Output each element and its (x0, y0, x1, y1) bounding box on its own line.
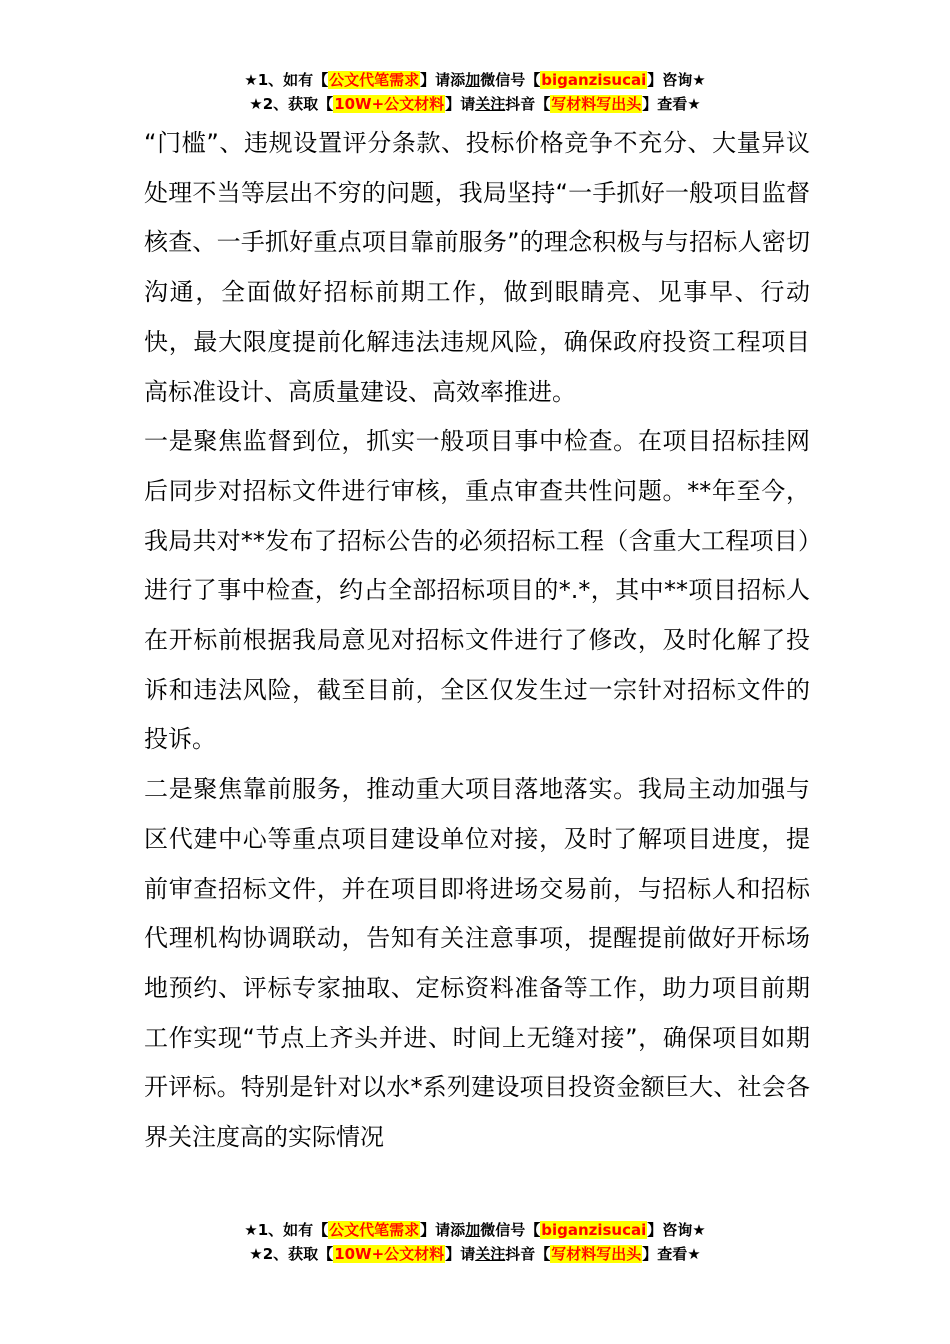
banner-text: 抖音【 (505, 95, 551, 113)
banner-line-1 (0, 1218, 950, 1242)
paragraph-intro: “门槛”、违规设置评分条款、投标价格竞争不充分、大量异议处理不当等层出不穷的问题，我局坚持“一手抓好一般项目监督核查、一手抓好重点项目靠前服务”的理念积极与与招标人密切沟通，全面做好招标前期工作，做到眼睛亮、见事早、行动快，最大限度提前化解违法违规风险，确保政府投资工程项目高标准设计、高质量建设、高效率推进。 (144, 129, 810, 406)
paragraph-supervision: 一是聚焦监督到位，抓实一般项目事中检查。在项目招标挂网后同步对招标文件进行审核，重点审查共性问题。**年至今，我局共对**发布了招标公告的必须招标工程（含重大工程项目）进行了事中检查，约占全部招标项目的*.*，其中**项目招标人在开标前根据我局意见对招标文件进行了修改，及时化解了投诉和违法风险，截至目前，全区仅发生过一宗针对招标文件的投诉。 (144, 427, 810, 754)
banner-underlined-text: 加 (465, 71, 481, 89)
banner-line-1 (0, 68, 950, 92)
document-body (144, 119, 810, 1163)
banner-underlined-text: 关注 (475, 1245, 506, 1263)
banner-text: 微信号【 (480, 1221, 541, 1239)
banner-text: 】请添 (420, 1221, 466, 1239)
banner-line-2 (0, 92, 950, 116)
banner-text: ★2、获取【 (249, 95, 334, 113)
banner-text: 】咨询★ (647, 71, 706, 89)
banner-highlight: biganzisucai (541, 1221, 647, 1239)
banner-highlight: 写材料写出头 (551, 95, 642, 113)
banner-line-2 (0, 1242, 950, 1266)
banner-underlined-text: 关注 (475, 95, 506, 113)
banner-text: 】请添 (420, 71, 466, 89)
banner-text: 微信号【 (480, 71, 541, 89)
banner-text: 】咨询★ (647, 1221, 706, 1239)
header-banner (0, 68, 950, 116)
banner-text: 】查看★ (642, 1245, 701, 1263)
banner-highlight: biganzisucai (541, 71, 647, 89)
banner-text: 】查看★ (642, 95, 701, 113)
banner-highlight: 公文代笔需求 (329, 71, 420, 89)
banner-highlight: 10W+公文材料 (334, 95, 445, 113)
footer-banner (0, 1218, 950, 1266)
banner-text: 抖音【 (505, 1245, 551, 1263)
banner-highlight: 公文代笔需求 (329, 1221, 420, 1239)
banner-text: 】请 (445, 95, 476, 113)
banner-text: ★1、如有【 (244, 71, 329, 89)
banner-highlight: 10W+公文材料 (334, 1245, 445, 1263)
banner-text: ★1、如有【 (244, 1221, 329, 1239)
banner-highlight: 写材料写出头 (551, 1245, 642, 1263)
paragraph-service: 二是聚焦靠前服务，推动重大项目落地落实。我局主动加强与区代建中心等重点项目建设单位对接，及时了解项目进度，提前审查招标文件，并在项目即将进场交易前，与招标人和招标代理机构协调联动，告知有关注意事项，提醒提前做好开标场地预约、评标专家抽取、定标资料准备等工作，助力项目前期工作实现“节点上齐头并进、时间上无缝对接”，确保项目如期开评标。特别是针对以水*系列建设项目投资金额巨大、社会各界关注度高的实际情况 (144, 775, 810, 1152)
banner-underlined-text: 加 (465, 1221, 481, 1239)
banner-text: 】请 (445, 1245, 476, 1263)
banner-text: ★2、获取【 (249, 1245, 334, 1263)
